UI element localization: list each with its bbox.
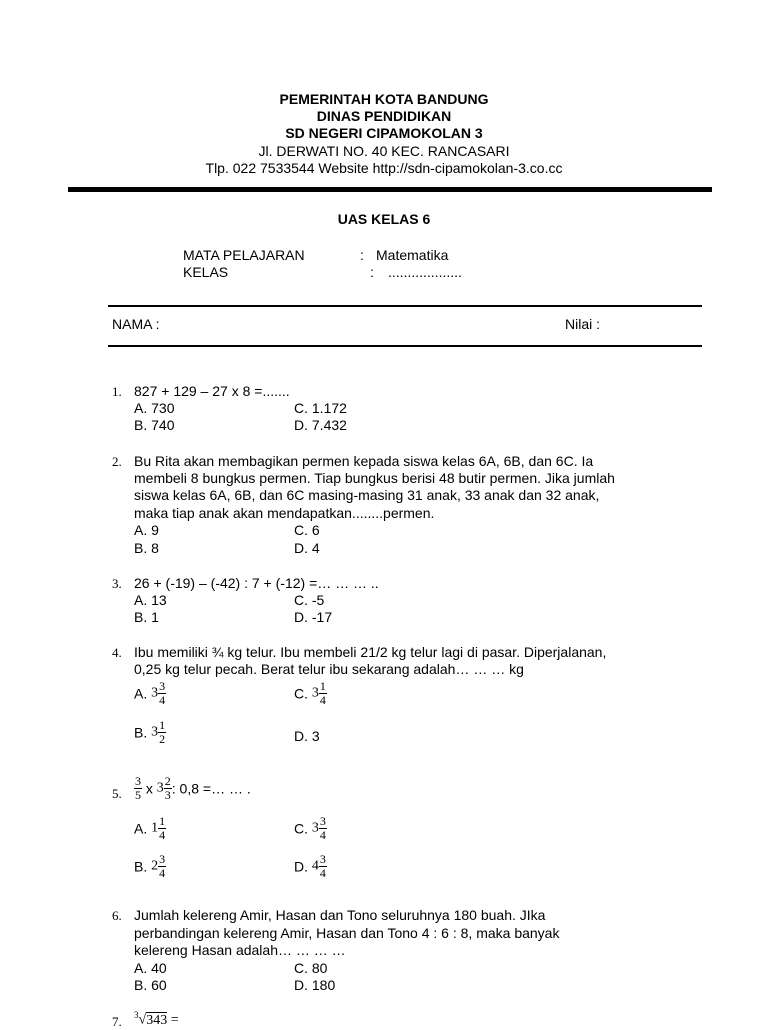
- option-a: A. 9: [134, 522, 159, 538]
- denominator: 3: [164, 788, 171, 802]
- question-text-line-1: Bu Rita akan membagikan permen kepada siswa kelas 6A, 6B, dan 6C. Ia: [134, 453, 594, 469]
- fraction: [164, 775, 172, 802]
- question-text-line-2: membeli 8 bungkus permen. Tiap bungkus berisi 48 butir permen. Jika jumlah: [134, 470, 615, 486]
- question-text-line-4: maka tiap anak akan mendapatkan........permen.: [134, 505, 435, 521]
- option-a: A. 13: [134, 592, 167, 608]
- question-text: 827 + 129 – 27 x 8 =.......: [134, 383, 290, 399]
- question-text-line-2: 0,25 kg telur pecah. Berat telur ibu sekarang adalah… … … kg: [134, 661, 524, 677]
- option-c: C. -5: [294, 592, 325, 608]
- header-address: Jl. DERWATI NO. 40 KEC. RANCASARI: [258, 143, 510, 159]
- fraction: [134, 775, 142, 802]
- question-text-line-1: Ibu memiliki ¾ kg telur. Ibu membeli 21/2 kg telur lagi di pasar. Diperjalanan,: [134, 644, 607, 660]
- option-a: [134, 815, 166, 842]
- times-sign: x: [145, 780, 153, 797]
- name-label: NAMA :: [112, 316, 160, 332]
- option-d: [294, 853, 327, 880]
- option-label: C.: [294, 820, 308, 837]
- option-b: B. 740: [134, 417, 175, 433]
- class-value: ...................: [388, 264, 462, 280]
- root-index: 3: [134, 1010, 139, 1020]
- question-expression: [134, 775, 251, 802]
- option-d: D. 3: [294, 728, 320, 744]
- option-c: C. 80: [294, 960, 328, 976]
- option-c: [294, 680, 327, 707]
- option-a: A. 730: [134, 400, 175, 416]
- subject-separator: :: [360, 247, 364, 263]
- numerator: 3: [159, 679, 166, 693]
- option-label: C.: [294, 685, 308, 702]
- name-box-top-line: [108, 305, 702, 307]
- option-label: D.: [294, 858, 308, 875]
- question-expression: [134, 1010, 179, 1029]
- subject-label: MATA PELAJARAN: [183, 247, 305, 263]
- question-number: 4.: [112, 645, 122, 660]
- fraction: [319, 853, 327, 880]
- numerator: 3: [135, 774, 141, 788]
- expression-rest: : 0,8 =… … .: [171, 780, 251, 797]
- exam-title: UAS KELAS 6: [337, 211, 431, 227]
- numerator: 3: [319, 852, 326, 866]
- radicand: 343: [146, 1012, 168, 1028]
- question-text: 26 + (-19) – (-42) : 7 + (-12) =… … … ..: [134, 575, 379, 591]
- header-divider: [68, 187, 712, 192]
- mixed-whole: 3: [156, 780, 164, 796]
- denominator: 4: [319, 866, 326, 880]
- numerator: 1: [159, 814, 166, 828]
- option-d: D. 7.432: [294, 417, 347, 433]
- question-text-line-3: kelereng Hasan adalah… … … …: [134, 942, 346, 958]
- fraction: [158, 815, 166, 842]
- question-number: 5.: [112, 786, 122, 801]
- mixed-whole: 1: [151, 820, 159, 836]
- option-c: C. 1.172: [294, 400, 347, 416]
- option-d: D. 180: [294, 977, 336, 993]
- option-b: [134, 853, 166, 880]
- option-c: [294, 815, 327, 842]
- option-b: B. 60: [134, 977, 167, 993]
- question-number: 1.: [112, 384, 122, 399]
- question-number: 2.: [112, 454, 122, 469]
- mixed-whole: 2: [151, 858, 159, 874]
- option-label: B.: [134, 858, 148, 875]
- header-school: SD NEGERI CIPAMOKOLAN 3: [285, 125, 483, 141]
- mixed-whole: 3: [151, 685, 159, 701]
- question-number: 6.: [112, 908, 122, 923]
- numerator: 2: [164, 774, 171, 788]
- root-sign-icon: √: [138, 1012, 147, 1028]
- denominator: 4: [159, 693, 166, 707]
- fraction: [319, 815, 327, 842]
- header-government: PEMERINTAH KOTA BANDUNG: [279, 91, 489, 107]
- numerator: 3: [159, 852, 166, 866]
- denominator: 4: [159, 866, 166, 880]
- question-text-line-1: Jumlah kelereng Amir, Hasan dan Tono seluruhnya 180 buah. JIka: [134, 907, 546, 923]
- option-b: B. 8: [134, 540, 159, 556]
- denominator: 4: [319, 693, 326, 707]
- fraction: [158, 853, 166, 880]
- class-label: KELAS: [183, 264, 229, 280]
- numerator: 1: [319, 679, 326, 693]
- question-number: 3.: [112, 576, 122, 591]
- question-text-line-2: perbandingan kelereng Amir, Hasan dan Tono 4 : 6 : 8, maka banyak: [134, 925, 560, 941]
- option-c: C. 6: [294, 522, 320, 538]
- option-b: B. 1: [134, 609, 159, 625]
- header-department: DINAS PENDIDIKAN: [316, 108, 452, 124]
- expression-rest: =: [167, 1012, 179, 1028]
- header-contact: Tlp. 022 7533544 Website http://sdn-cipamokolan-3.co.cc: [205, 160, 563, 176]
- option-d: D. 4: [294, 540, 320, 556]
- mixed-whole: 3: [311, 820, 319, 836]
- numerator: 3: [319, 814, 326, 828]
- denominator: 4: [159, 828, 166, 842]
- fraction: [319, 680, 327, 707]
- denominator: 4: [319, 828, 326, 842]
- fraction: [158, 719, 166, 746]
- mixed-whole: 4: [311, 858, 319, 874]
- name-box-bottom-line: [108, 345, 702, 347]
- option-a: A. 40: [134, 960, 167, 976]
- mixed-whole: 3: [311, 685, 319, 701]
- option-d: D. -17: [294, 609, 333, 625]
- option-label: B.: [134, 724, 148, 741]
- question-text-line-3: siswa kelas 6A, 6B, dan 6C masing-masing 31 anak, 33 anak dan 32 anak,: [134, 487, 600, 503]
- score-label: Nilai :: [565, 316, 601, 332]
- subject-value: Matematika: [376, 247, 449, 263]
- option-a: [134, 680, 166, 707]
- fraction: [158, 680, 166, 707]
- denominator: 5: [135, 788, 141, 802]
- option-label: A.: [134, 685, 148, 702]
- question-number: 7.: [112, 1014, 122, 1029]
- class-separator: :: [370, 264, 374, 280]
- mixed-whole: 3: [151, 724, 159, 740]
- option-b: [134, 719, 166, 746]
- option-label: A.: [134, 820, 148, 837]
- denominator: 2: [159, 732, 166, 746]
- numerator: 1: [159, 718, 166, 732]
